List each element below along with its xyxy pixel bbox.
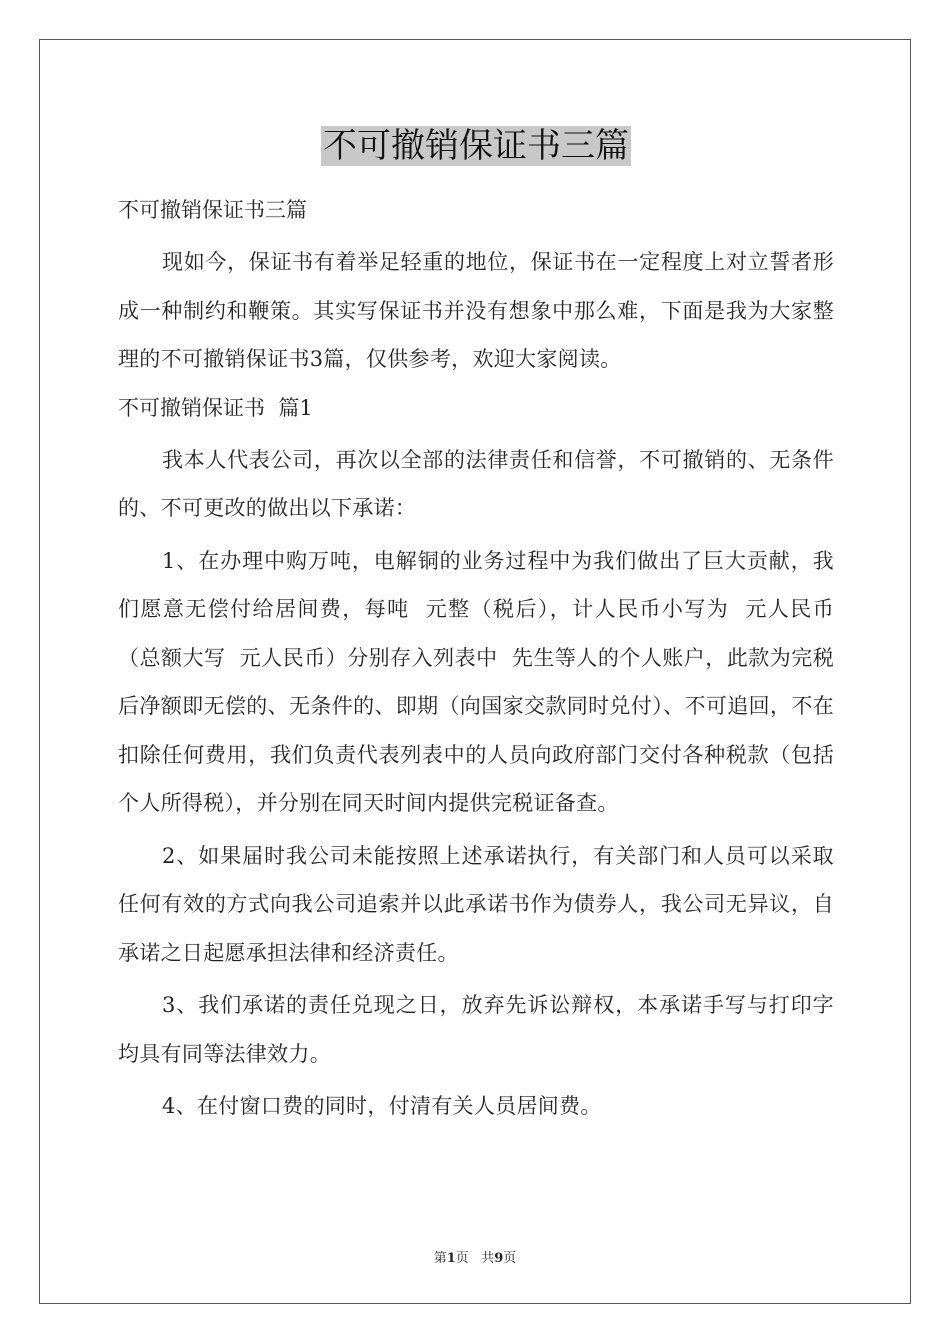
page-suffix: 页	[455, 1251, 469, 1266]
document-body	[118, 120, 834, 1131]
page-footer	[0, 1247, 950, 1266]
page-prefix: 第	[433, 1251, 447, 1266]
document-subtitle: 不可撤销保证书三篇	[118, 198, 307, 222]
paragraph-2: 2、如果届时我公司未能按照上述承诺执行，有关部门和人员可以采取任何有效的方式向我公司追索并以此承诺书作为债券人，我公司无异议，自承诺之日起愿承担法律和经济责任。	[118, 843, 834, 965]
page-total: 9	[494, 1251, 504, 1266]
paragraph-4: 4、在付窗口费的同时，付清有关人员居间费。	[162, 1094, 602, 1118]
section-heading: 不可撤销保证书 篇1	[118, 395, 313, 420]
document-title	[118, 120, 834, 172]
paragraph-0: 我本人代表公司，再次以全部的法律责任和信誉，不可撤销的、无条件的、不可更改的做出以下承诺：	[118, 447, 834, 520]
page-current: 1	[446, 1251, 456, 1266]
paragraph-1: 1、在办理中购万吨，电解铜的业务过程中为我们做出了巨大贡献，我们愿意无偿付给居间费，每吨 元整（税后），计人民币小写为 元人民币（总额大写 元人民币）分别存入列表中 先生等人的个人账户，此款为完税后净额即无偿的、无条件的、即期（向国家交款同时兑付）、不可追回，不在扣除任何费用，我们负责代表列表中的人员向政府部门交付各种税款（包括个人所得税），并分别在同天时间内提供完税证备查。	[118, 548, 834, 815]
document-title-text: 不可撤销保证书三篇	[323, 126, 629, 166]
total-prefix: 共	[481, 1251, 495, 1266]
paragraph-3: 3、我们承诺的责任兑现之日，放弃先诉讼辩权，本承诺手写与打印字均具有同等法律效力。	[118, 993, 834, 1066]
total-suffix: 页	[503, 1251, 517, 1266]
intro-paragraph: 现如今，保证书有着举足轻重的地位，保证书在一定程度上对立誓者形成一种制约和鞭策。其实写保证书并没有想象中那么难，下面是我为大家整理的不可撤销保证书3篇，仅供参考，欢迎大家阅读。	[118, 250, 834, 371]
